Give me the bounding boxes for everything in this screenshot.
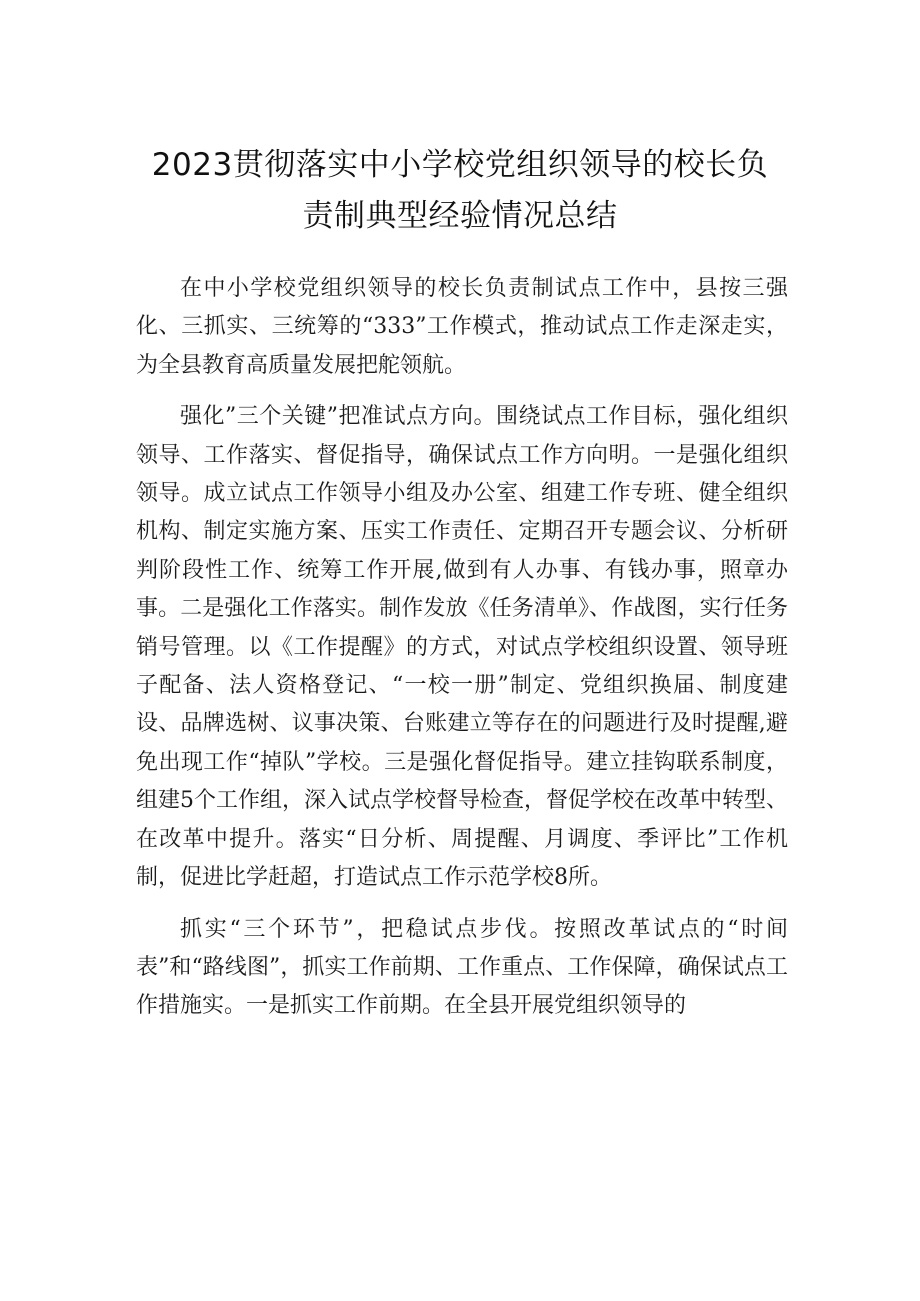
title-line-2: 责制典型经验情况总结 — [302, 198, 618, 234]
paragraph-implement: 抓实“三个环节”，把稳试点步伐。按照改革试点的“时间表”和“路线图”，抓实工作前期、工作重点、工作保障，确保试点工作措施实。一是抓实工作前期。在全县开展党组织领导的 — [136, 916, 788, 1019]
paragraph-strengthen: 强化”三个关键”把准试点方向。围绕试点工作目标，强化组织领导、工作落实、督促指导，确保试点工作方向明。一是强化组织领导。成立试点工作领导小组及办公室、组建工作专班、健全组织机构、制定实施方案、压实工作责任、定期召开专题会议、分析研判阶段性工作、统筹工作开展,做到有人办事、有钱办事，照章办事。二是强化工作落实。制作发放《任务清单》、作战图，实行任务销号管理。以《工作提醒》的方式，对试点学校组织设置、领导班子配备、法人资格登记、“一校一册”制定、党组织换届、制度建设、品牌选树、议事决策、台账建立等存在的问题进行及时提醒,避免出现工作“掉队”学校。三是强化督促指导。建立挂钩联系制度，组建5个工作组，深入试点学校督导检查，督促学校在改革中转型、在改革中提升。落实“日分析、周提醒、月调度、季评比”工作机制，促进比学赶超，打造试点工作示范学校8所。 — [136, 404, 788, 891]
title-line-1: 2023贯彻落实中小学校党组织领导的校长负 — [151, 147, 769, 183]
document-body — [136, 270, 788, 1026]
document-title — [120, 140, 800, 242]
paragraph-intro: 在中小学校党组织领导的校长负责制试点工作中，县按三强化、三抓实、三统筹的“333”工作模式，推动试点工作走深走实，为全县教育高质量发展把舵领航。 — [136, 276, 788, 378]
